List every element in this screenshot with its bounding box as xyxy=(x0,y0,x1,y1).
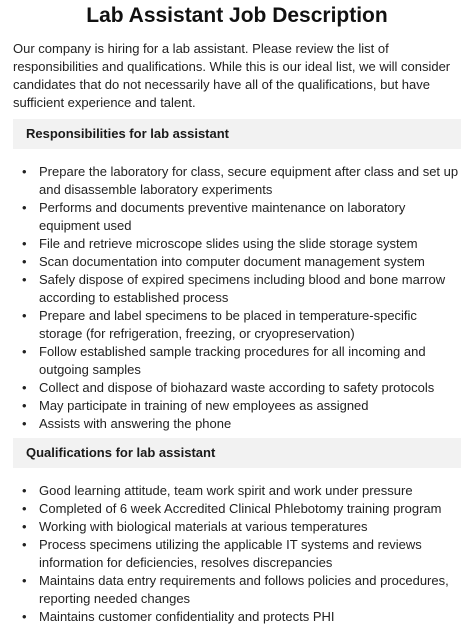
list-item xyxy=(13,253,463,271)
list-item-text: Maintains data entry requirements and follows policies and procedures, reporting needed changes xyxy=(39,573,449,606)
list-item xyxy=(13,536,463,572)
bullet-icon: • xyxy=(22,236,27,251)
responsibilities-heading: Responsibilities for lab assistant xyxy=(13,119,461,149)
bullet-icon: • xyxy=(22,573,27,588)
list-item-text: Completed of 6 week Accredited Clinical Phlebotomy training program xyxy=(39,501,442,516)
list-item xyxy=(13,397,463,415)
list-item xyxy=(13,307,463,343)
list-item xyxy=(13,379,463,397)
list-item xyxy=(13,500,463,518)
list-item xyxy=(13,518,463,536)
bullet-icon: • xyxy=(22,416,27,431)
list-item xyxy=(13,482,463,500)
page-title: Lab Assistant Job Description xyxy=(86,4,388,27)
responsibilities-list xyxy=(13,163,463,433)
list-item-text: Performs and documents preventive maintenance on laboratory equipment used xyxy=(39,200,406,233)
list-item xyxy=(13,415,463,433)
bullet-icon: • xyxy=(22,380,27,395)
list-item-text: Maintains customer confidentiality and protects PHI xyxy=(39,609,335,624)
list-item xyxy=(13,572,463,608)
list-item-text: Prepare and label specimens to be placed in temperature-specific storage (for refrigeration, freezing, or cryopreservation) xyxy=(39,308,417,341)
list-item-text: Scan documentation into computer document management system xyxy=(39,254,425,269)
qualifications-list xyxy=(13,482,463,626)
list-item-text: Collect and dispose of biohazard waste according to safety protocols xyxy=(39,380,435,395)
bullet-icon: • xyxy=(22,398,27,413)
list-item xyxy=(13,608,463,626)
bullet-icon: • xyxy=(22,519,27,534)
qualifications-heading: Qualifications for lab assistant xyxy=(13,438,461,468)
list-item-text: Working with biological materials at various temperatures xyxy=(39,519,368,534)
bullet-icon: • xyxy=(22,164,27,179)
list-item xyxy=(13,199,463,235)
list-item xyxy=(13,163,463,199)
bullet-icon: • xyxy=(22,483,27,498)
list-item-text: File and retrieve microscope slides using the slide storage system xyxy=(39,236,418,251)
list-item xyxy=(13,235,463,253)
list-item-text: Process specimens utilizing the applicable IT systems and reviews information for deficiencies, resolves discrepancies xyxy=(39,537,422,570)
bullet-icon: • xyxy=(22,308,27,323)
bullet-icon: • xyxy=(22,609,27,624)
list-item xyxy=(13,343,463,379)
list-item-text: May participate in training of new employees as assigned xyxy=(39,398,369,413)
list-item-text: Assists with answering the phone xyxy=(39,416,232,431)
bullet-icon: • xyxy=(22,200,27,215)
bullet-icon: • xyxy=(22,254,27,269)
intro-paragraph: Our company is hiring for a lab assistant. Please review the list of responsibilities and qualifications. While this is our ideal list, we will consider candidates that do not necessarily have all of the qualifications, but have sufficient experience and talent. xyxy=(13,41,451,110)
list-item-text: Follow established sample tracking procedures for all incoming and outgoing samples xyxy=(39,344,426,377)
list-item-text: Safely dispose of expired specimens including blood and bone marrow according to established process xyxy=(39,272,446,305)
list-item xyxy=(13,271,463,307)
list-item-text: Prepare the laboratory for class, secure equipment after class and set up and disassemble laboratory experiments xyxy=(39,164,459,197)
bullet-icon: • xyxy=(22,537,27,552)
bullet-icon: • xyxy=(22,344,27,359)
bullet-icon: • xyxy=(22,272,27,287)
list-item-text: Good learning attitude, team work spirit and work under pressure xyxy=(39,483,413,498)
bullet-icon: • xyxy=(22,501,27,516)
